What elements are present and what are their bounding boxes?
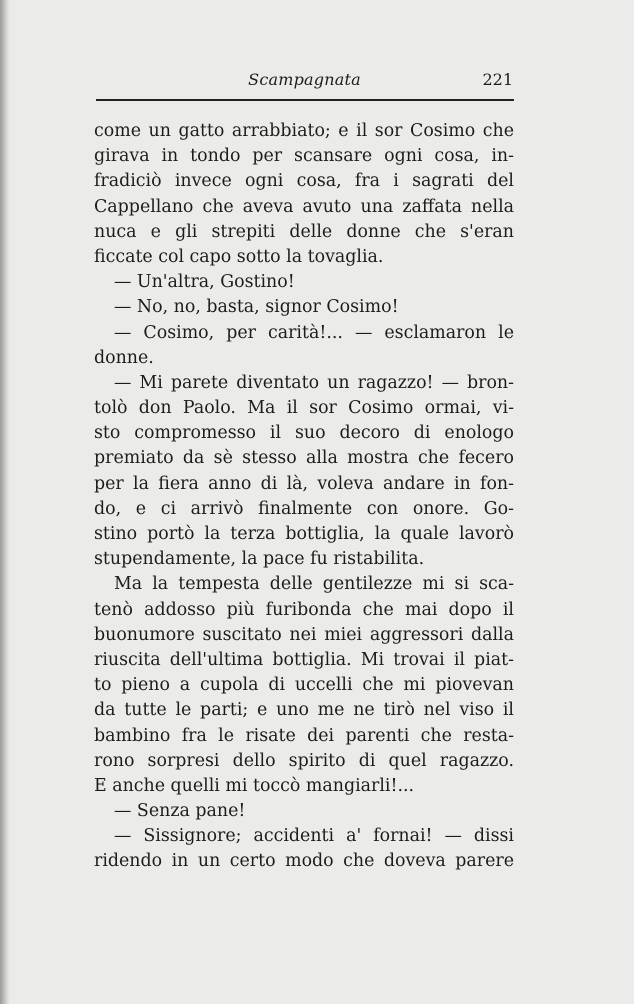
text-line: da tutte le parti; e uno me ne tirò nel viso il [94,700,514,721]
text-line: — No, no, basta, signor Cosimo! [114,297,399,318]
text-line: — Senza pane! [114,801,246,822]
text-line: riuscita dell'ultima bottiglia. Mi trovai il piat- [94,649,514,670]
page-header [96,70,513,96]
text-line: nuca e gli strepiti delle donne che s'eran [94,221,514,242]
text-line: per la fiera anno di là, voleva andare in fon- [94,473,514,494]
page-number: 221 [482,70,513,89]
text-line: rono sorpresi dello spirito di quel ragazzo. [94,750,514,771]
text-line: ridendo in un certo modo che doveva parere [94,851,514,872]
body-text [94,119,514,875]
text-line: tolò don Paolo. Ma il sor Cosimo ormai, vi- [94,398,514,419]
text-line: buonumore suscitato nei miei aggressori dalla [94,624,514,645]
text-line: — Un'altra, Gostino! [114,272,295,293]
text-line: ficcate col capo sotto la tovaglia. [94,246,384,267]
text-line: E anche quelli mi toccò mangiarli!... [94,775,415,796]
text-line: stupendamente, la pace fu ristabilita. [94,549,425,570]
text-line: come un gatto arrabbiato; e il sor Cosimo che [94,121,514,141]
text-line: girava in tondo per scansare ogni cosa, in- [94,146,514,167]
text-line: tenò addosso più furibonda che mai dopo il [94,599,514,620]
page-edge-shadow [0,0,10,1004]
text-line: do, e ci arrivò finalmente con onore. Go- [94,498,514,519]
text-line: Cappellano che aveva avuto una zaffata nella [94,196,514,217]
running-title: Scampagnata [248,70,361,89]
header-rule [96,99,514,101]
text-line: premiato da sè stesso alla mostra che fecero [94,448,514,469]
text-line: stino portò la terza bottiglia, la quale lavorò [94,524,514,544]
text-line: fradiciò invece ogni cosa, fra i sagrati del [94,171,514,192]
text-line: — Sissignore; accidenti a' fornai! — dissi [114,826,514,847]
text-line: sto compromesso il suo decoro di enologo [94,423,514,444]
text-line: bambino fra le risate dei parenti che resta- [94,725,514,746]
text-line: — Mi parete diventato un ragazzo! — bron- [114,372,514,393]
text-line: Ma la tempesta delle gentilezze mi si sca- [114,574,514,595]
text-line: donne. [94,347,154,368]
text-line: — Cosimo, per carità!... — esclamaron le [114,322,514,343]
text-line: to pieno a cupola di uccelli che mi piovevan [94,675,514,696]
